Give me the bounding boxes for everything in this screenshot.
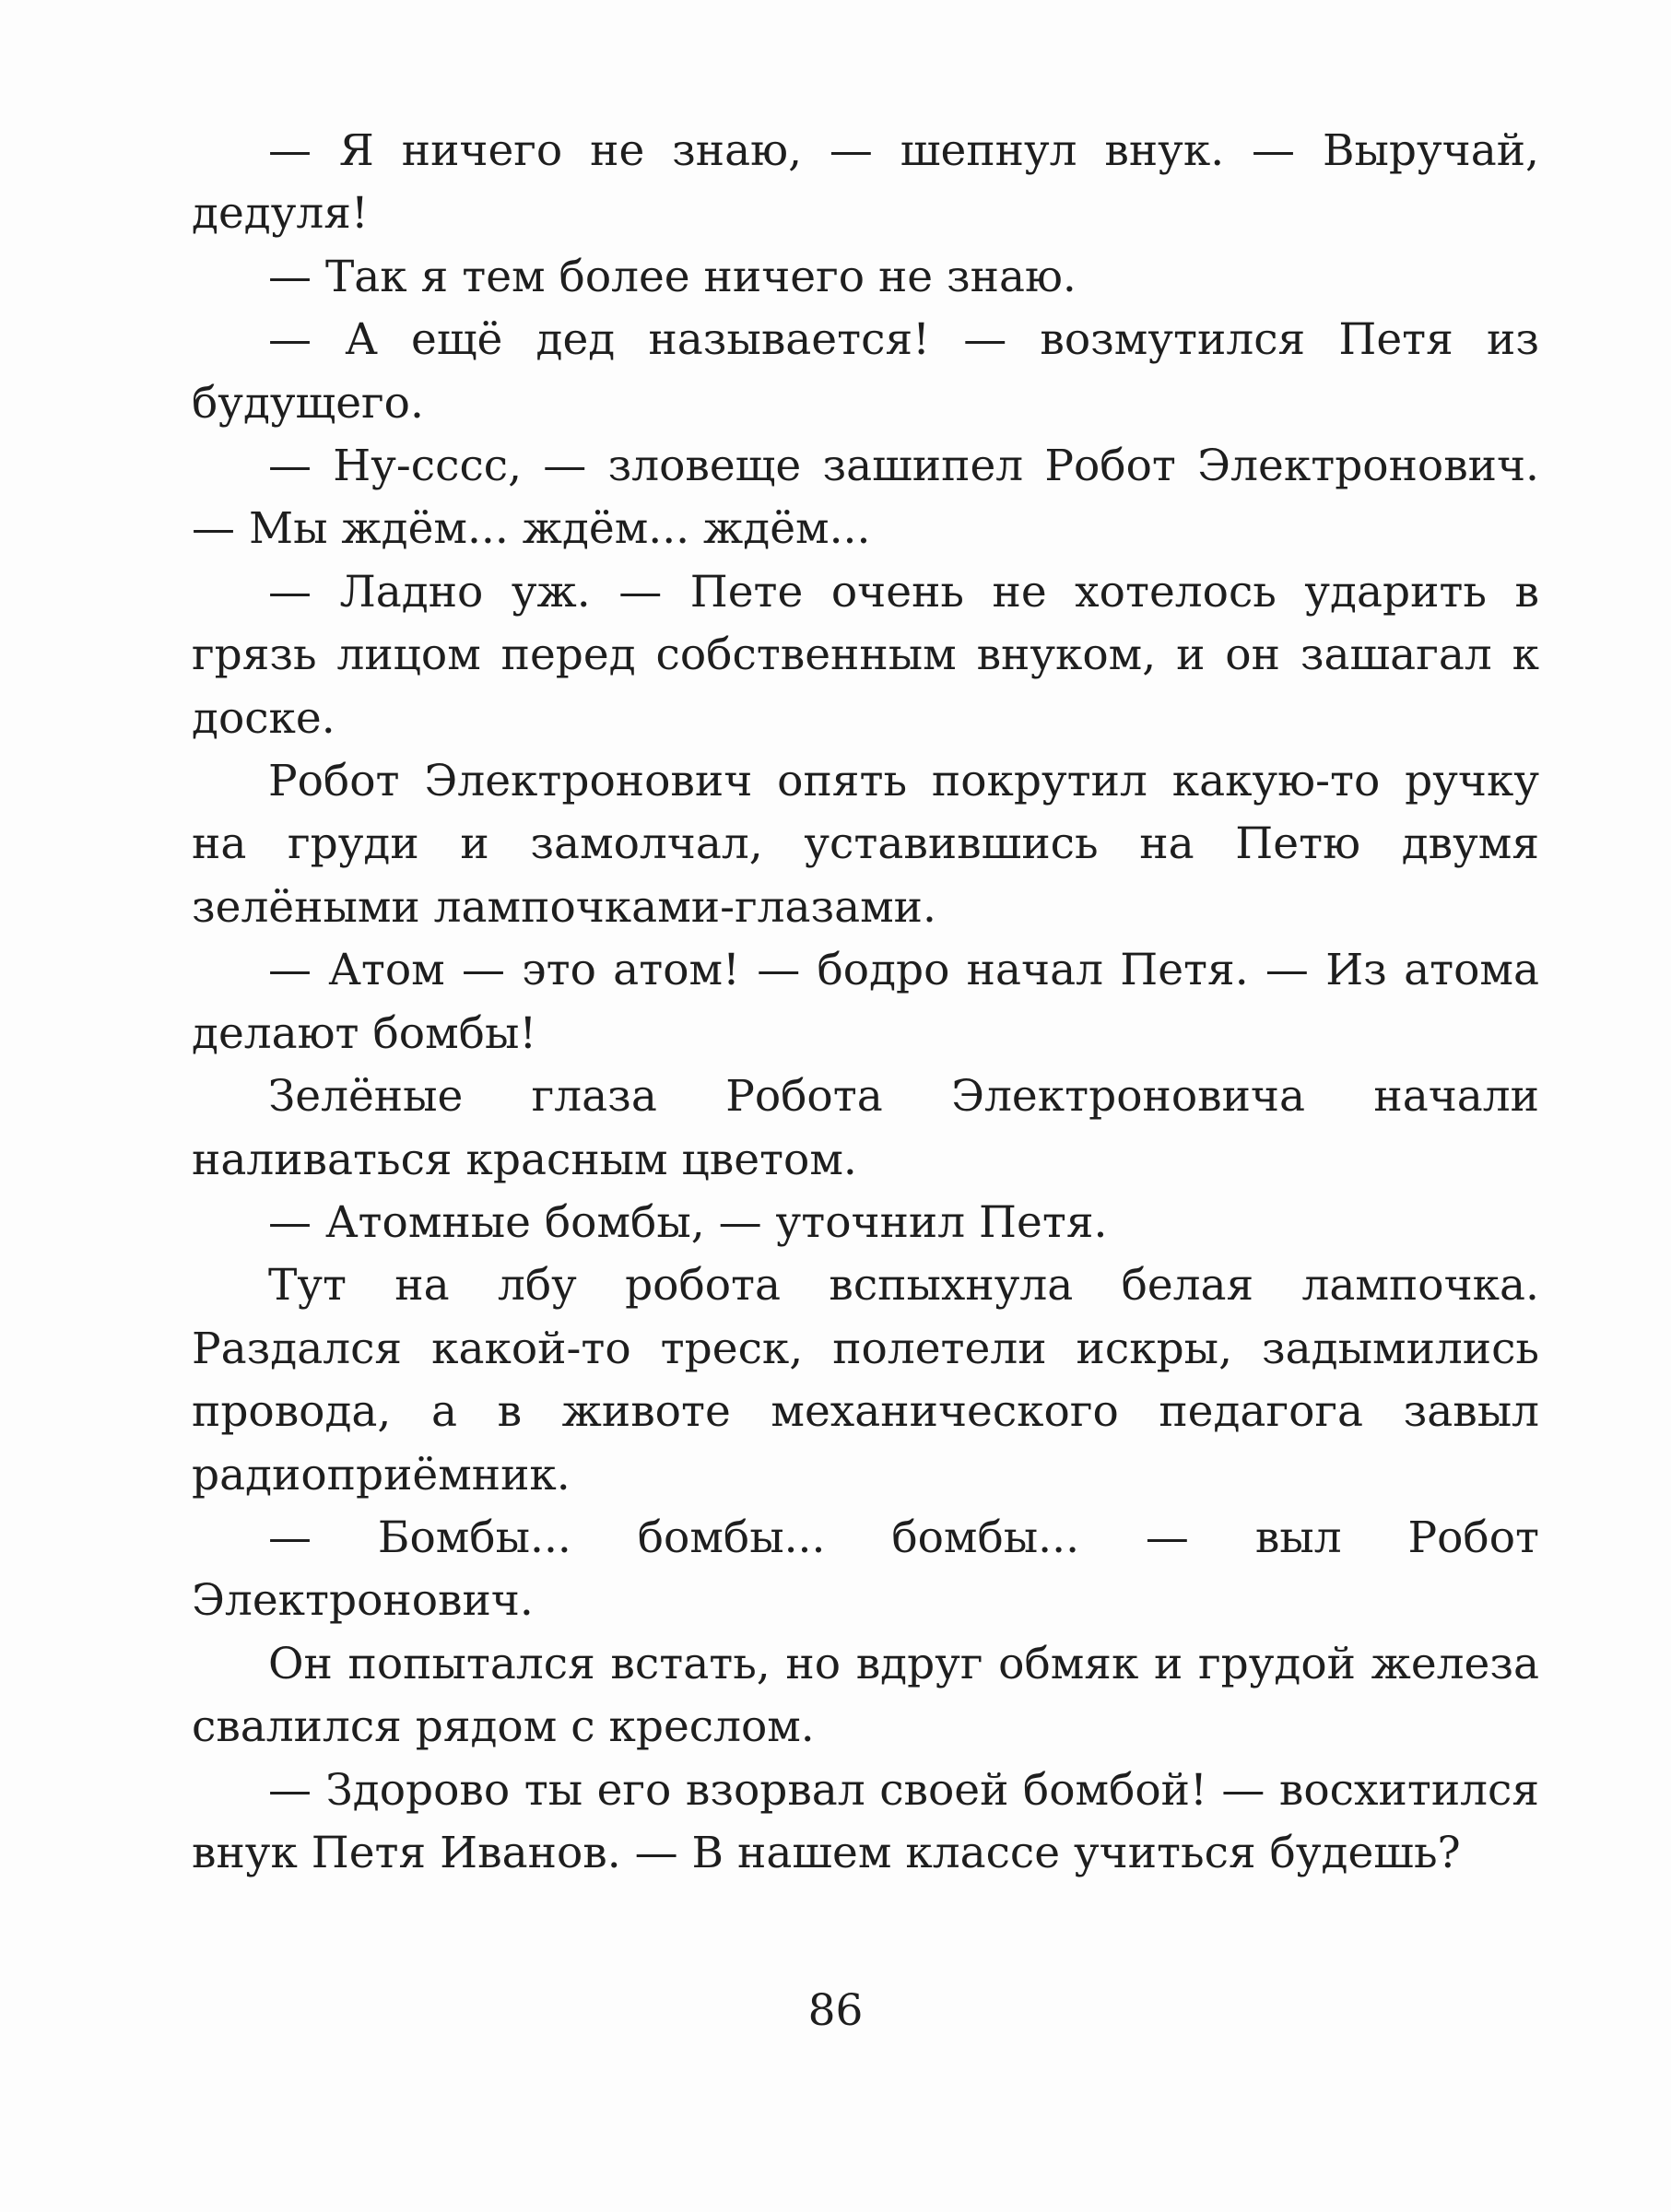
paragraph: Робот Электронович опять покрутил какую-то ручку на груди и замолчал, уставившись на Петю двумя зелёными лампочками-глазами. xyxy=(192,756,1539,933)
paragraph: — Ладно уж. — Пете очень не хотелось ударить в грязь лицом перед собственным внуком, и он зашагал к доске. xyxy=(192,566,1539,744)
paragraph: — Бомбы... бомбы... бомбы... — выл Робот Электронович. xyxy=(192,1512,1539,1627)
paragraph: — Ну-сссс, — зловеще зашипел Робот Электронович. — Мы ждём... ждём... ждём... xyxy=(192,441,1539,555)
paragraph: Зелёные глаза Робота Электроновича начали наливаться красным цветом. xyxy=(192,1071,1539,1185)
paragraph: — Так я тем более ничего не знаю. xyxy=(268,251,1077,302)
paragraph: — Здорово ты его взорвал своей бомбой! — восхитился внук Петя Иванов. — В нашем классе учиться будешь? xyxy=(192,1764,1539,1878)
paragraph: — Я ничего не знаю, — шепнул внук. — Выручай, дедуля! xyxy=(192,125,1539,240)
body-text xyxy=(192,120,1539,1885)
paragraph: Тут на лбу робота вспыхнула белая лампочка. Раздался какой-то треск, полетели искры, задымились провода, а в животе механического педагога завыл радиоприёмник. xyxy=(192,1260,1539,1500)
paragraph: — Атомные бомбы, — уточнил Петя. xyxy=(268,1196,1108,1248)
page-number: 86 xyxy=(807,1985,864,2036)
paragraph: Он попытался встать, но вдруг обмяк и грудой железа свалился рядом с креслом. xyxy=(192,1638,1539,1753)
paragraph: — Атом — это атом! — бодро начал Петя. — Из атома делают бомбы! xyxy=(192,945,1539,1059)
paragraph: — А ещё дед называется! — возмутился Петя из будущего. xyxy=(192,314,1539,429)
